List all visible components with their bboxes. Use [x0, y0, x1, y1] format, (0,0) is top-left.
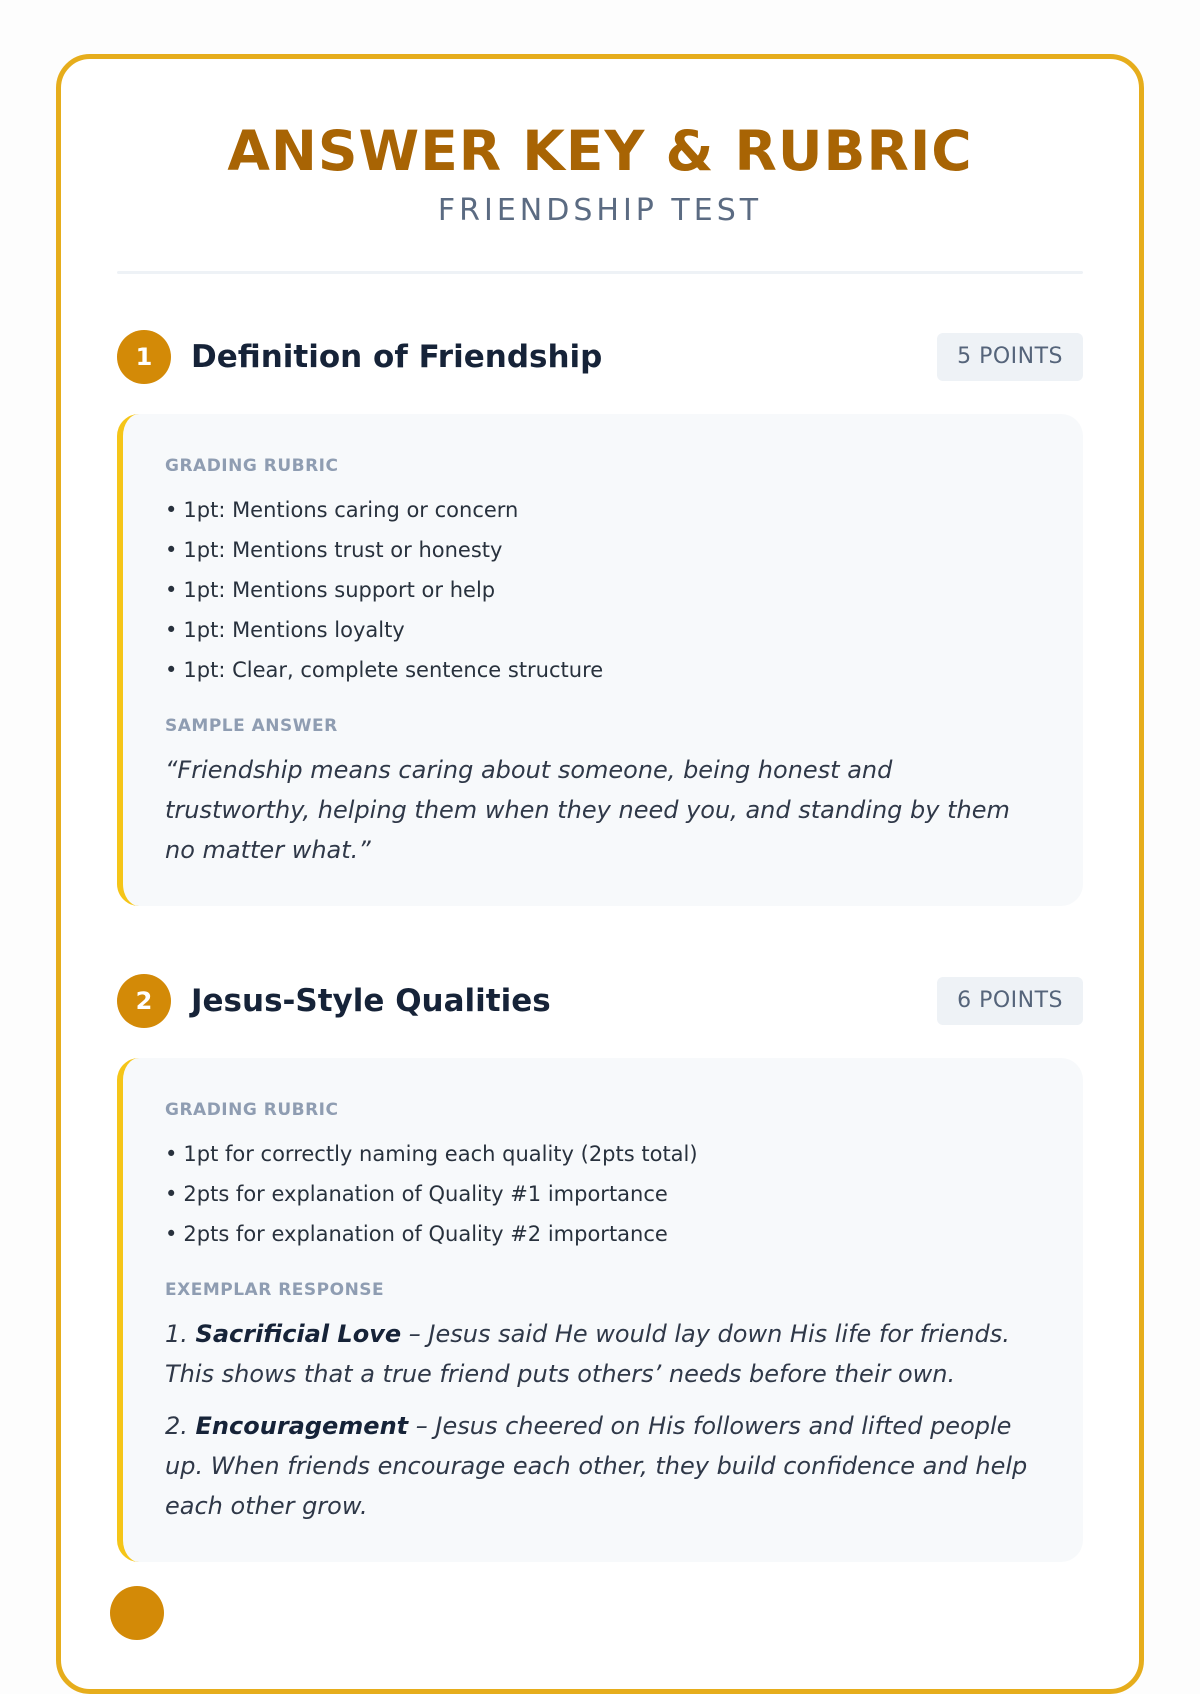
rubric-item: • 1pt for correctly naming each quality (2pts total)	[165, 1134, 1043, 1174]
section-title: Jesus-Style Qualities	[191, 983, 551, 1019]
exemplar-response-label: EXEMPLAR RESPONSE	[165, 1280, 385, 1300]
rubric-list	[165, 490, 1043, 690]
exemplar-item	[165, 1406, 1043, 1526]
rubric-item: • 1pt: Mentions trust or honesty	[165, 530, 1043, 570]
exemplar-text: – Jesus said He would lay down His life for friends. This shows that a true friend puts others’ needs before their own.	[165, 1320, 1010, 1388]
exemplar-term: Sacrificial Love	[195, 1320, 402, 1348]
answer-key-card	[56, 54, 1144, 1694]
header	[117, 59, 1083, 231]
rubric-item: • 1pt: Mentions caring or concern	[165, 490, 1043, 530]
section-header	[117, 330, 1083, 384]
rubric-item: • 1pt: Mentions support or help	[165, 570, 1043, 610]
exemplar-prefix: 1.	[165, 1320, 196, 1348]
section-definition-of-friendship	[117, 330, 1083, 906]
rubric-box	[117, 1058, 1083, 1562]
points-badge: 6 POINTS	[937, 977, 1083, 1025]
exemplar-term: Encouragement	[195, 1412, 409, 1440]
rubric-item: • 1pt: Clear, complete sentence structure	[165, 650, 1043, 690]
page-title: ANSWER KEY & RUBRIC	[227, 119, 973, 183]
points-badge: 5 POINTS	[937, 333, 1083, 381]
page-subtitle: FRIENDSHIP TEST	[437, 193, 763, 228]
section-jesus-style-qualities	[117, 974, 1083, 1562]
exemplar-prefix: 2.	[165, 1412, 196, 1440]
rubric-item: • 2pts for explanation of Quality #1 importance	[165, 1174, 1043, 1214]
header-divider	[117, 271, 1083, 274]
rubric-label: GRADING RUBRIC	[165, 1100, 339, 1120]
section-title: Definition of Friendship	[191, 339, 603, 375]
exemplar-response	[165, 1314, 1043, 1526]
section-number-badge: 1	[117, 330, 171, 384]
rubric-box	[117, 414, 1083, 906]
next-section-number-badge	[110, 1586, 164, 1640]
exemplar-text: – Jesus cheered on His followers and lifted people up. When friends encourage each other, they build confidence and help each other grow.	[165, 1412, 1028, 1520]
exemplar-item	[165, 1314, 1043, 1394]
section-header	[117, 974, 1083, 1028]
sample-answer-text: “Friendship means caring about someone, being honest and trustworthy, helping them when they need you, and standing by them no matter what.”	[165, 756, 1010, 864]
sample-answer-label: SAMPLE ANSWER	[165, 716, 338, 736]
section-number-badge: 2	[117, 974, 171, 1028]
rubric-item: • 2pts for explanation of Quality #2 importance	[165, 1214, 1043, 1254]
rubric-label: GRADING RUBRIC	[165, 456, 339, 476]
rubric-item: • 1pt: Mentions loyalty	[165, 610, 1043, 650]
rubric-list	[165, 1134, 1043, 1254]
